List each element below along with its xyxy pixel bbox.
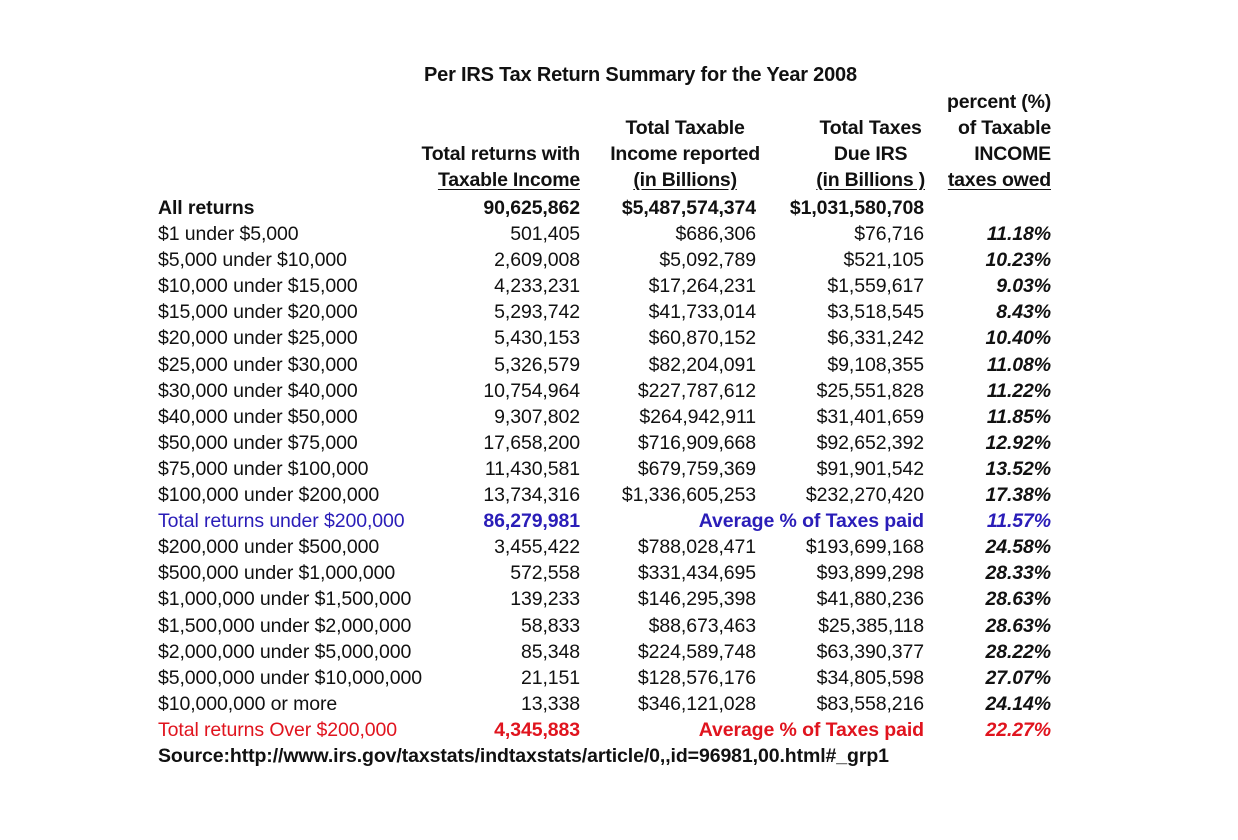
header-returns-line2: Taxable Income <box>437 169 580 191</box>
row-percent: 24.14% <box>985 692 1051 715</box>
table-row <box>158 352 1058 378</box>
row-income: $788,028,471 <box>637 536 756 559</box>
row-income: $227,787,612 <box>637 379 756 402</box>
row-income: $5,487,574,374 <box>621 197 756 219</box>
table-row <box>158 665 1058 691</box>
row-label: All returns <box>158 197 255 219</box>
row-label: Total returns Over $200,000 <box>158 718 398 741</box>
header-taxes-line1: Total Taxes <box>819 117 922 139</box>
row-percent: 11.18% <box>986 223 1051 246</box>
row-income: $331,434,695 <box>637 562 756 585</box>
over-200k-rows <box>158 534 1058 717</box>
header-percent <box>947 89 1051 193</box>
under-200k-rows <box>158 221 1058 508</box>
row-returns: 90,625,862 <box>483 197 580 219</box>
row-income: $686,306 <box>675 223 756 246</box>
table-row <box>158 639 1058 665</box>
row-returns: 21,151 <box>520 666 580 689</box>
row-label: $30,000 under $40,000 <box>158 379 358 402</box>
row-label: $10,000 under $15,000 <box>158 275 358 298</box>
row-returns: 17,658,200 <box>483 431 580 454</box>
header-taxes <box>816 115 925 193</box>
row-percent: 28.63% <box>985 588 1051 611</box>
row-income: $716,909,668 <box>637 431 756 454</box>
header-returns-line1: Total returns with <box>421 143 580 165</box>
table-row <box>158 247 1058 273</box>
row-label: $100,000 under $200,000 <box>158 484 380 507</box>
header-percent-line2: of Taxable <box>958 117 1051 139</box>
row-average-label: Average % of Taxes paid <box>698 510 924 533</box>
table-row <box>158 273 1058 299</box>
row-label: $50,000 under $75,000 <box>158 431 358 454</box>
row-returns: 572,558 <box>510 562 580 585</box>
row-label: $20,000 under $25,000 <box>158 327 358 350</box>
table-row <box>158 325 1058 351</box>
row-taxes: $41,880,236 <box>816 588 924 611</box>
row-returns: 13,338 <box>520 692 580 715</box>
row-label: Total returns under $200,000 <box>158 510 405 533</box>
row-label: $25,000 under $30,000 <box>158 353 358 376</box>
table-row <box>158 456 1058 482</box>
row-percent: 27.07% <box>985 666 1051 689</box>
row-percent: 11.85% <box>986 405 1051 428</box>
row-income: $88,673,463 <box>648 614 756 637</box>
row-returns: 85,348 <box>520 640 580 663</box>
row-income: $17,264,231 <box>648 275 756 298</box>
row-taxes: $83,558,216 <box>816 692 924 715</box>
table-row <box>158 586 1058 612</box>
row-income: $60,870,152 <box>648 327 756 350</box>
row-label: $10,000,000 or more <box>158 692 338 715</box>
total-under-200k-row <box>158 508 1058 534</box>
row-taxes: $1,031,580,708 <box>789 197 924 219</box>
row-taxes: $6,331,242 <box>827 327 924 350</box>
row-taxes: $193,699,168 <box>805 536 924 559</box>
total-over-200k-row <box>158 717 1058 743</box>
all-returns-row <box>158 195 1058 221</box>
row-taxes: $92,652,392 <box>816 431 924 454</box>
row-income: $346,121,028 <box>637 692 756 715</box>
row-income: $1,336,605,253 <box>621 484 756 507</box>
row-percent: 13.52% <box>985 457 1051 480</box>
row-income: $41,733,014 <box>648 301 756 324</box>
header-percent-line3: INCOME <box>974 143 1051 165</box>
table-row <box>158 613 1058 639</box>
row-taxes: $9,108,355 <box>827 353 924 376</box>
row-returns: 5,293,742 <box>494 301 580 324</box>
header-income-line2: Income reported <box>610 143 760 165</box>
table-row <box>158 221 1058 247</box>
row-taxes: $521,105 <box>843 249 924 272</box>
table-row <box>158 691 1058 717</box>
row-average-label: Average % of Taxes paid <box>698 718 924 741</box>
row-label: $5,000,000 under $10,000,000 <box>158 666 422 689</box>
row-percent: 17.38% <box>985 484 1051 507</box>
row-percent: 22.27% <box>985 718 1051 741</box>
row-label: $2,000,000 under $5,000,000 <box>158 640 412 663</box>
header-percent-line1: percent (%) <box>947 91 1051 113</box>
row-percent: 11.08% <box>986 353 1051 376</box>
row-taxes: $3,518,545 <box>827 301 924 324</box>
row-label: $1,000,000 under $1,500,000 <box>158 588 412 611</box>
header-income-line3: (in Billions) <box>633 169 737 191</box>
header-income <box>610 115 760 193</box>
row-returns: 9,307,802 <box>494 405 580 428</box>
row-percent: 28.63% <box>985 614 1051 637</box>
row-taxes: $31,401,659 <box>816 405 924 428</box>
row-income: $679,759,369 <box>637 457 756 480</box>
table-row <box>158 560 1058 586</box>
table-row <box>158 534 1058 560</box>
row-returns: 2,609,008 <box>494 249 580 272</box>
row-label: $200,000 under $500,000 <box>158 536 380 559</box>
title-text: Per IRS Tax Return Summary for the Year 2008 <box>424 64 857 86</box>
row-returns: 5,326,579 <box>494 353 580 376</box>
row-taxes: $93,899,298 <box>816 562 924 585</box>
row-taxes: $63,390,377 <box>816 640 924 663</box>
row-returns: 4,233,231 <box>494 275 580 298</box>
row-label: $40,000 under $50,000 <box>158 405 358 428</box>
row-income: $5,092,789 <box>659 249 756 272</box>
row-returns: 4,345,883 <box>494 718 580 741</box>
source-citation: Source:http://www.irs.gov/taxstats/indtaxstats/article/0,,id=96981,00.html#_grp1 <box>158 745 889 767</box>
row-returns: 10,754,964 <box>483 379 580 402</box>
table-row <box>158 378 1058 404</box>
header-income-line1: Total Taxable <box>625 117 745 139</box>
row-income: $128,576,176 <box>637 666 756 689</box>
row-taxes: $25,385,118 <box>818 614 924 637</box>
row-returns: 13,734,316 <box>483 484 580 507</box>
table-row <box>158 299 1058 325</box>
row-taxes: $1,559,617 <box>827 275 924 298</box>
row-taxes: $34,805,598 <box>816 666 924 689</box>
row-percent: 10.40% <box>985 327 1051 350</box>
header-taxes-line3: (in Billions ) <box>816 169 925 191</box>
row-percent: 9.03% <box>996 275 1051 298</box>
row-percent: 12.92% <box>985 431 1051 454</box>
row-income: $224,589,748 <box>637 640 756 663</box>
row-percent: 10.23% <box>985 249 1051 272</box>
row-percent: 8.43% <box>996 301 1051 324</box>
row-income: $82,204,091 <box>648 353 756 376</box>
row-returns: 3,455,422 <box>494 536 580 559</box>
header-taxes-line2: Due IRS <box>833 143 908 165</box>
row-label: $500,000 under $1,000,000 <box>158 562 396 585</box>
row-percent: 24.58% <box>985 536 1051 559</box>
row-percent: 11.22% <box>986 379 1051 402</box>
row-percent: 28.22% <box>985 640 1051 663</box>
row-taxes: $25,551,828 <box>816 379 924 402</box>
row-returns: 11,430,581 <box>484 457 580 480</box>
row-income: $264,942,911 <box>639 405 756 428</box>
row-returns: 139,233 <box>510 588 580 611</box>
table-row <box>158 430 1058 456</box>
row-label: $15,000 under $20,000 <box>158 301 358 324</box>
table-body <box>158 195 1058 743</box>
row-returns: 58,833 <box>520 614 580 637</box>
row-returns: 86,279,981 <box>483 510 580 533</box>
table-row <box>158 482 1058 508</box>
header-percent-line4: taxes owed <box>947 169 1051 191</box>
row-percent: 28.33% <box>985 562 1051 585</box>
row-label: $75,000 under $100,000 <box>158 457 369 480</box>
row-returns: 5,430,153 <box>494 327 580 350</box>
row-income: $146,295,398 <box>637 588 756 611</box>
row-label: $5,000 under $10,000 <box>158 249 347 272</box>
row-label: $1,500,000 under $2,000,000 <box>158 614 412 637</box>
row-taxes: $76,716 <box>854 223 924 246</box>
row-taxes: $91,901,542 <box>816 457 924 480</box>
row-taxes: $232,270,420 <box>805 484 924 507</box>
row-returns: 501,405 <box>510 223 580 246</box>
header-returns <box>421 141 580 193</box>
table-row <box>158 404 1058 430</box>
row-percent: 11.57% <box>986 510 1051 533</box>
row-label: $1 under $5,000 <box>158 223 299 246</box>
